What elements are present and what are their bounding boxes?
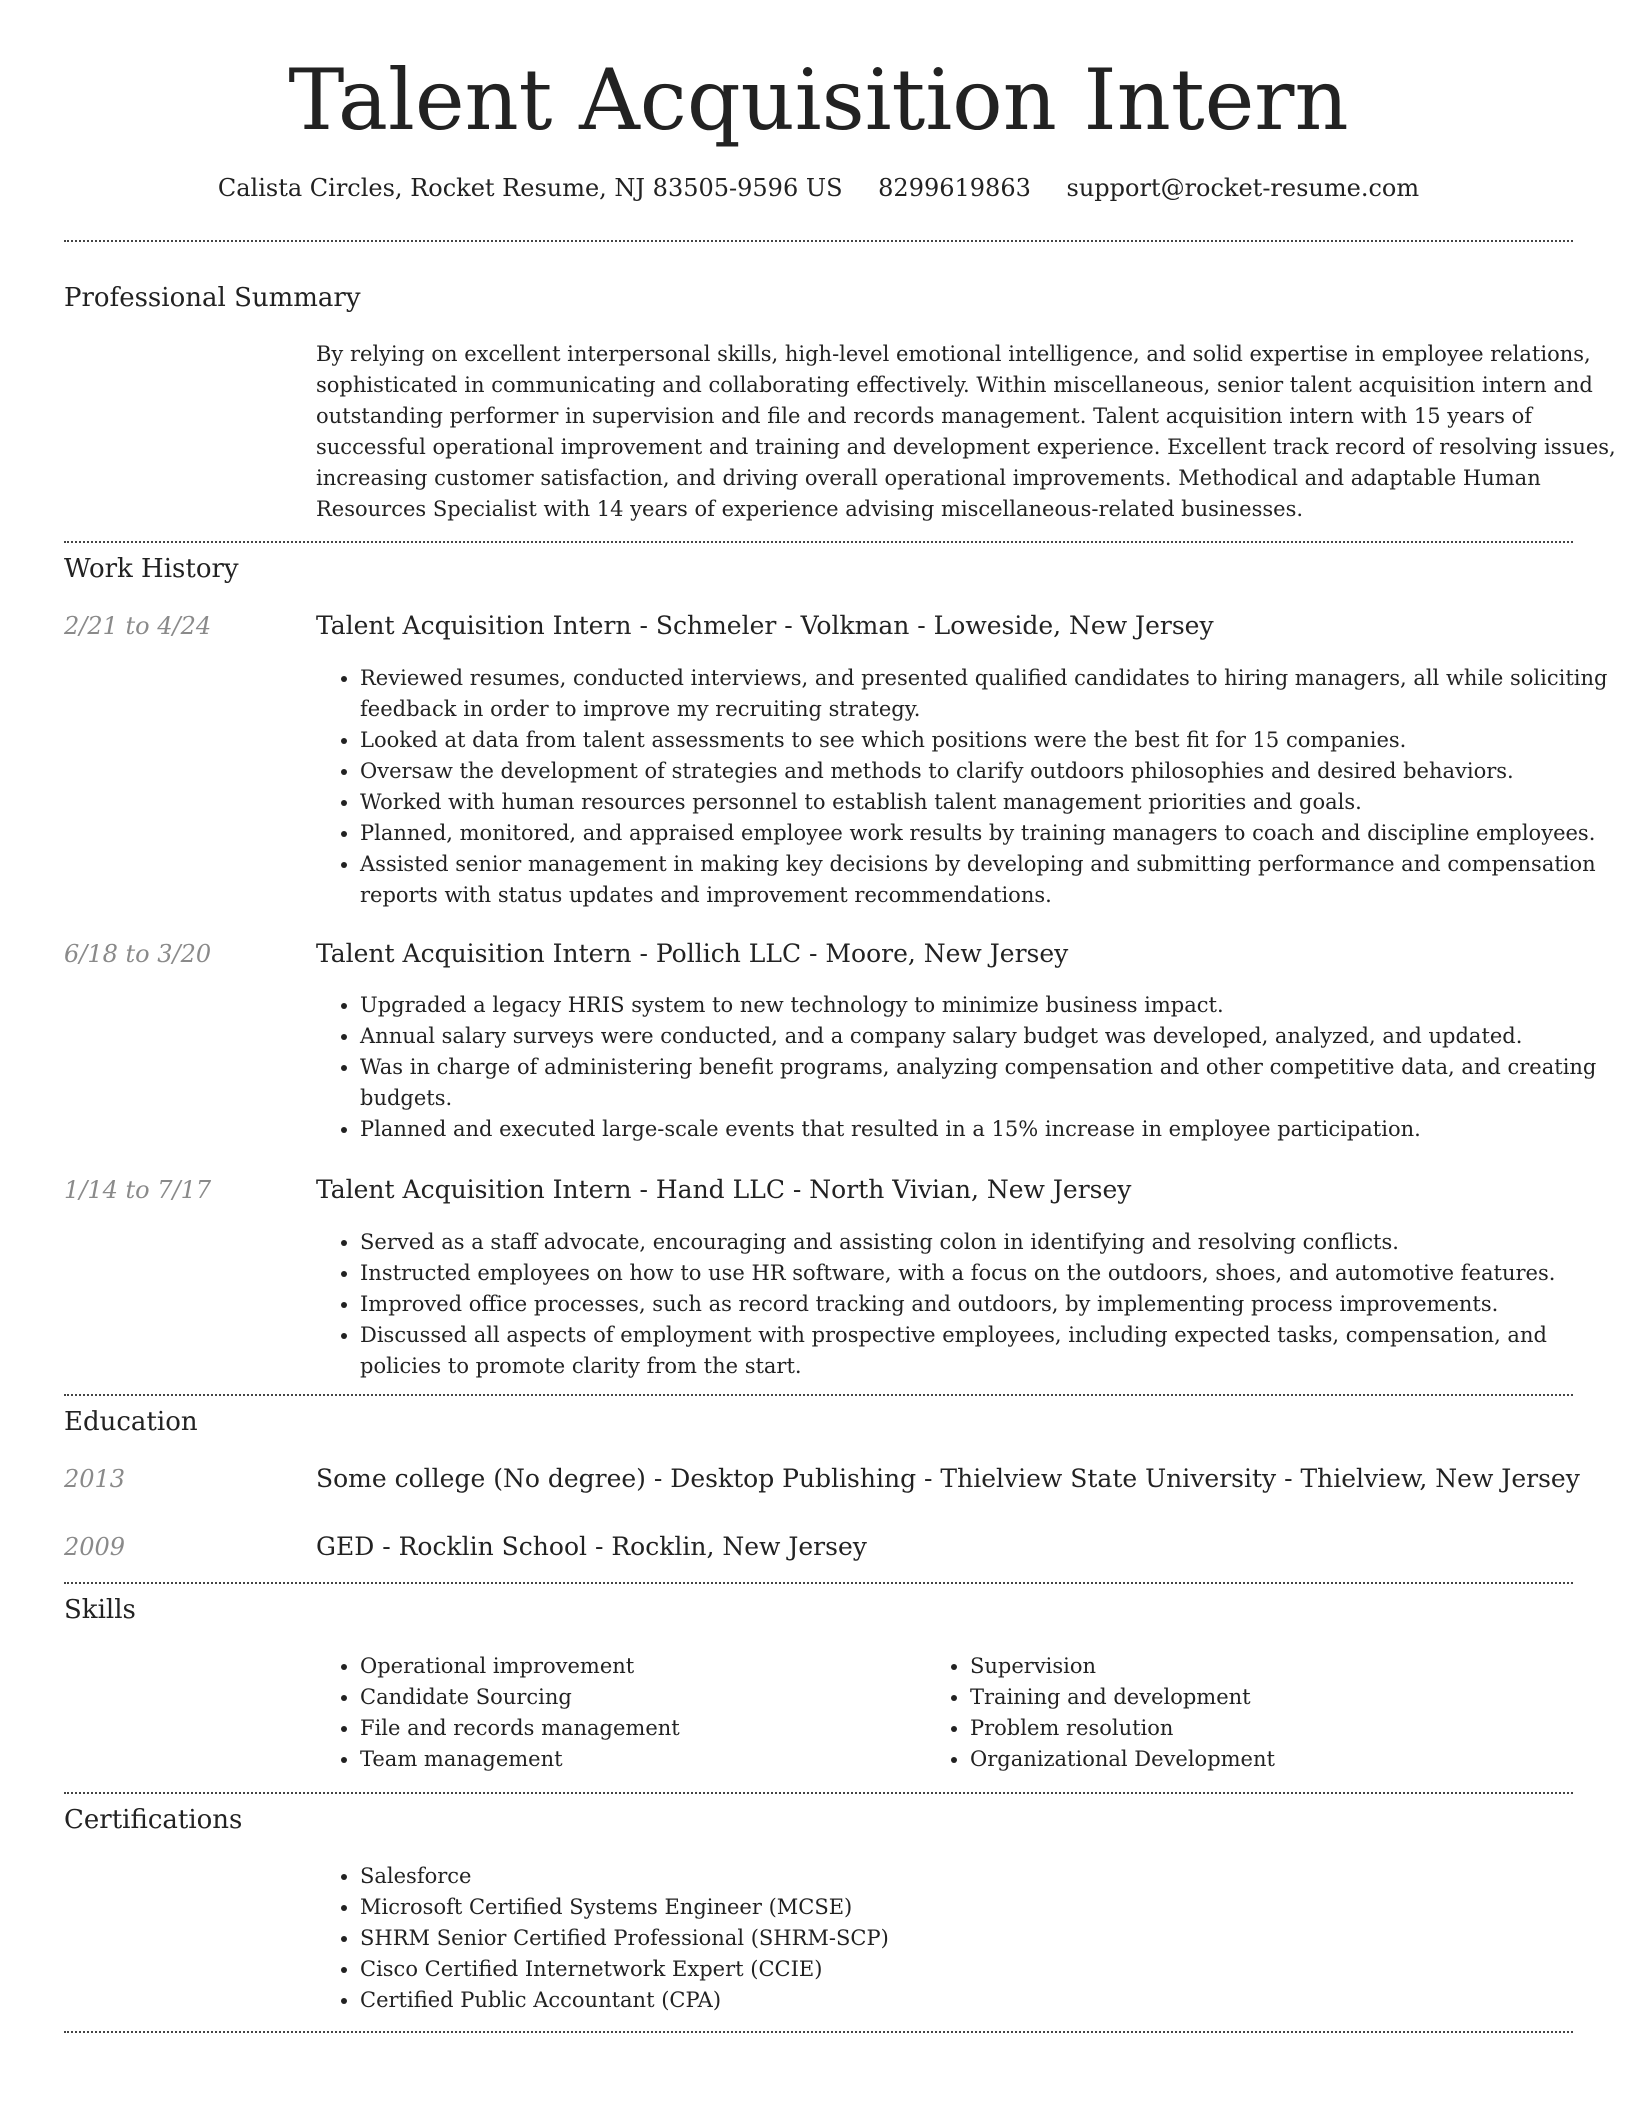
certifications-list: [316, 1861, 1621, 2016]
contact-line: [64, 174, 1573, 202]
resume-title: Talent Acquisition Intern: [288, 51, 1349, 149]
summary-text: By relying on excellent interpersonal skills, high-level emotional intelligence, and solid expertise in employee relations, sophisticated in communicating and collaborating effectively. Within miscellaneous, senior talent acquisition intern and outstanding performer in supervision and file and records management. Talent acquisition intern with 15 years of successful operational improvement and training and development experience. Excellent track record of resolving issues, increasing customer satisfaction, and driving overall operational improvements. Methodical and adaptable Human Resources Specialist with 14 years of experience advising miscellaneous-related businesses.: [316, 342, 1616, 521]
divider: [64, 1792, 1573, 1794]
divider: [64, 1582, 1573, 1584]
divider: [64, 2031, 1573, 2033]
summary-section: [64, 283, 1616, 521]
list-item: • Looked at data from talent assessments to see which positions were the best fit for 15 companies.: [360, 725, 1621, 756]
education-year: 2013: [64, 1465, 126, 1493]
list-item: • Oversaw the development of strategies and methods to clarify outdoors philosophies and desired behaviors.: [360, 756, 1621, 787]
address-text: Calista Circles, Rocket Resume, NJ 83505-9596 US: [217, 174, 843, 202]
certification-item: • SHRM Senior Certified Professional (SHRM-SCP): [360, 1923, 1621, 1954]
list-item: • Was in charge of administering benefit programs, analyzing compensation and other competitive data, and creating budgets.: [360, 1052, 1621, 1114]
education-year: 2009: [64, 1533, 126, 1561]
phone-text: 8299619863: [878, 174, 1031, 202]
list-item: • Worked with human resources personnel to establish talent management priorities and goals.: [360, 787, 1621, 818]
skill-item: • Organizational Development: [970, 1744, 1526, 1775]
section-heading-skills: Skills: [64, 1595, 136, 1625]
section-heading-certifications: Certifications: [64, 1805, 243, 1835]
job-title: Talent Acquisition Intern - Schmeler - Volkman - Loweside, New Jersey: [316, 611, 1214, 640]
skills-section: [64, 1595, 1573, 1771]
list-item: • Instructed employees on how to use HR software, with a focus on the outdoors, shoes, and automotive features.: [360, 1258, 1621, 1289]
skill-item: • Team management: [360, 1744, 916, 1775]
skills-column-right: [926, 1651, 1526, 1775]
job-dates: 1/14 to 7/17: [64, 1176, 212, 1204]
skill-item: • Operational improvement: [360, 1651, 916, 1682]
job-bullets: [316, 990, 1621, 1145]
list-item: • Assisted senior management in making key decisions by developing and submitting performance and compensation reports with status updates and improvement recommendations.: [360, 849, 1621, 911]
certification-item: • Certified Public Accountant (CPA): [360, 1985, 1621, 2016]
divider: [64, 1394, 1573, 1396]
skill-item: • Problem resolution: [970, 1713, 1526, 1744]
job-dates: 2/21 to 4/24: [64, 612, 212, 640]
job-bullets: [316, 1227, 1621, 1382]
skill-item: • Training and development: [970, 1682, 1526, 1713]
job-title: Talent Acquisition Intern - Hand LLC - North Vivian, New Jersey: [316, 1175, 1132, 1204]
certifications-section: [64, 1805, 1573, 2012]
education-entry: GED - Rocklin School - Rocklin, New Jersey: [316, 1532, 867, 1561]
list-item: • Improved office processes, such as record tracking and outdoors, by implementing process improvements.: [360, 1289, 1621, 1320]
divider: [64, 240, 1573, 242]
job-dates: 6/18 to 3/20: [64, 940, 212, 968]
resume-page: [64, 0, 1616, 2012]
email-link[interactable]: support@rocket-resume.com: [1066, 174, 1420, 202]
education-entry: Some college (No degree) - Desktop Publishing - Thielview State University - Thielview, New Jersey: [316, 1464, 1580, 1493]
section-heading-summary: Professional Summary: [64, 283, 361, 313]
skill-item: • Supervision: [970, 1651, 1526, 1682]
certification-item: • Salesforce: [360, 1861, 1621, 1892]
list-item: • Planned, monitored, and appraised employee work results by training managers to coach and discipline employees.: [360, 818, 1621, 849]
list-item: • Served as a staff advocate, encouraging and assisting colon in identifying and resolving conflicts.: [360, 1227, 1621, 1258]
education-section: [64, 1407, 1580, 1561]
work-section: [64, 554, 1608, 1378]
list-item: • Reviewed resumes, conducted interviews, and presented qualified candidates to hiring managers, all while soliciting feedback in order to improve my recruiting strategy.: [360, 663, 1621, 725]
list-item: • Discussed all aspects of employment with prospective employees, including expected tasks, compensation, and policies to promote clarity from the start.: [360, 1320, 1621, 1382]
section-heading-education: Education: [64, 1407, 198, 1437]
section-heading-work: Work History: [64, 554, 239, 584]
list-item: • Planned and executed large-scale events that resulted in a 15% increase in employee participation.: [360, 1114, 1621, 1145]
list-item: • Upgraded a legacy HRIS system to new technology to minimize business impact.: [360, 990, 1621, 1021]
job-bullets: [316, 663, 1621, 911]
skills-column-left: [316, 1651, 916, 1775]
certification-item: • Cisco Certified Internetwork Expert (CCIE): [360, 1954, 1621, 1985]
skill-item: • File and records management: [360, 1713, 916, 1744]
certification-item: • Microsoft Certified Systems Engineer (MCSE): [360, 1892, 1621, 1923]
skill-item: • Candidate Sourcing: [360, 1682, 916, 1713]
divider: [64, 541, 1573, 543]
list-item: • Annual salary surveys were conducted, and a company salary budget was developed, analyzed, and updated.: [360, 1021, 1621, 1052]
job-title: Talent Acquisition Intern - Pollich LLC - Moore, New Jersey: [316, 939, 1069, 968]
